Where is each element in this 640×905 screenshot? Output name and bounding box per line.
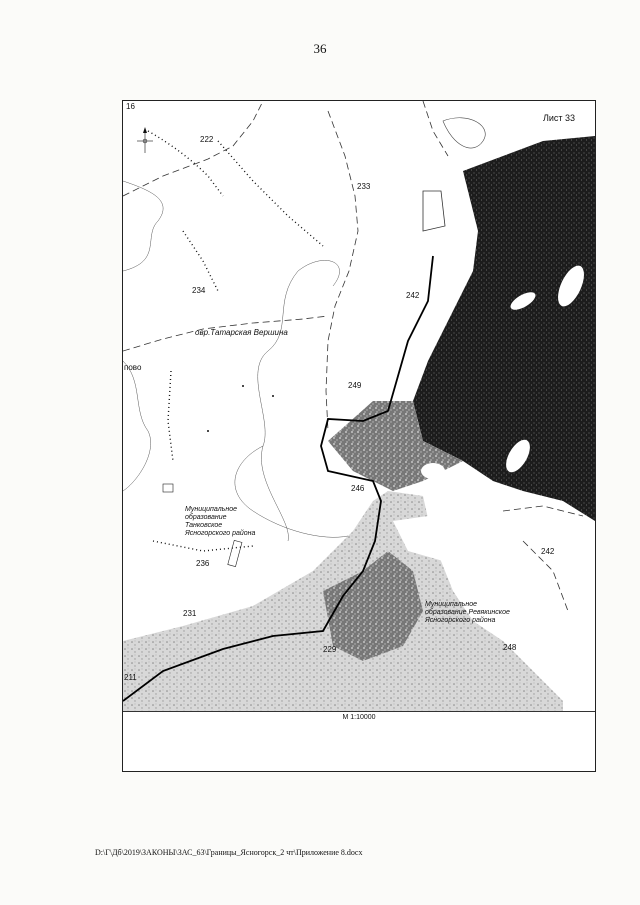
- file-path: D:\Г\Дб\2019\ЗАКОНЫ\ЗАС_63\Границы_Ясногорск_2 чт\Приложение 8.docx: [95, 848, 363, 857]
- village-fragment: пово: [124, 363, 142, 372]
- cadastral-map: [123, 101, 595, 711]
- map-frame: [122, 100, 596, 772]
- scale-label: М 1:10000: [342, 714, 376, 721]
- municipality-east-label: Муниципальное образование Ревякинское Ясногорского района: [425, 601, 510, 624]
- lot-number: 231: [183, 609, 197, 618]
- north-arrow-icon: [137, 127, 153, 153]
- lot-number: 229: [323, 645, 337, 654]
- place-label: овр.Татарская Вершина: [195, 328, 288, 337]
- sheet-label: Лист 33: [543, 113, 576, 123]
- lot-number: 249: [348, 381, 362, 390]
- lot-number: 248: [503, 643, 517, 652]
- lot-number: 236: [196, 559, 210, 568]
- corner-number: 16: [126, 102, 135, 111]
- lot-number: 246: [351, 484, 365, 493]
- scale-divider: [123, 711, 595, 712]
- lot-number: 234: [192, 286, 206, 295]
- lot-number: 222: [200, 135, 214, 144]
- lot-number: 242: [406, 291, 420, 300]
- lot-number: 233: [357, 182, 371, 191]
- lot-number: 211: [124, 673, 137, 682]
- municipality-west-label: Муниципальное образование Танковское Ясногорского района: [185, 506, 256, 537]
- lot-number: 242: [541, 547, 555, 556]
- page-number: 36: [313, 41, 327, 56]
